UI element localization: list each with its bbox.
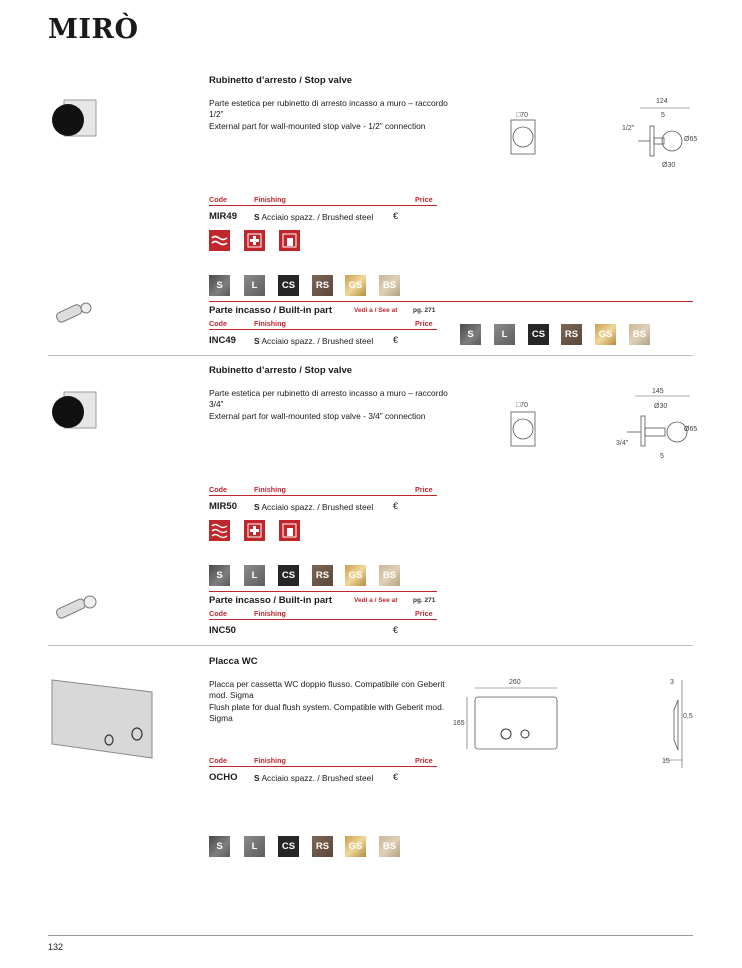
builtin-code: INC50 <box>209 625 236 636</box>
dim-conn: 3/4” <box>616 440 629 447</box>
product-code: OCHO <box>209 772 238 783</box>
swatch-L[interactable]: L <box>244 836 265 857</box>
see-at-link[interactable]: Vedi a / See at <box>354 307 398 314</box>
dim-conn: 1/2” <box>622 125 635 132</box>
water-flow-icon <box>209 520 230 541</box>
finish-code: S <box>254 773 260 783</box>
single-unit-icon <box>279 520 300 541</box>
dim-depth: 15 <box>662 758 670 765</box>
dim-base: Ø30 <box>654 403 668 410</box>
front-drawing <box>505 400 555 452</box>
section-title: Rubinetto d’arresto / Stop valve <box>209 75 353 86</box>
section-title: Placca WC <box>209 656 258 667</box>
builtin-title: Parte incasso / Built-in part <box>209 305 332 316</box>
swatch-S[interactable]: S <box>209 275 230 296</box>
swiss-cross-icon <box>244 230 265 251</box>
swatch-GS[interactable]: GS <box>595 324 616 345</box>
dim-front: □70 <box>516 402 529 409</box>
finish-name: Acciaio spazz. / Brushed steel <box>261 212 374 222</box>
finish-row <box>254 212 373 222</box>
finish-name: Acciaio spazz. / Brushed steel <box>261 773 374 783</box>
dim-diam: Ø65 <box>684 136 698 143</box>
finishing-header: Finishing <box>254 756 286 765</box>
dim-height: 165 <box>453 720 465 727</box>
code-header: Code <box>209 319 227 328</box>
product-code: MIR50 <box>209 501 237 512</box>
price-header: Price <box>415 195 433 204</box>
product-image-stop-valve-2 <box>50 388 100 434</box>
swatch-RS[interactable]: RS <box>312 836 333 857</box>
price-euro: € <box>393 501 399 511</box>
finish-row <box>254 773 373 783</box>
code-header: Code <box>209 609 227 618</box>
finish-row <box>254 336 373 346</box>
section-title: Rubinetto d’arresto / Stop valve <box>209 365 353 376</box>
description-it: Placca per cassetta WC doppio flusso. Compatibile con Geberit mod. Sigma <box>209 679 445 700</box>
swatch-RS[interactable]: RS <box>312 565 333 586</box>
brand-title: MIRÒ <box>48 14 139 45</box>
builtin-title: Parte incasso / Built-in part <box>209 595 332 606</box>
swatch-BS[interactable]: BS <box>379 275 400 296</box>
dim-depth: 5 <box>661 112 665 119</box>
finishing-header: Finishing <box>254 195 286 204</box>
finish-name: Acciaio spazz. / Brushed steel <box>261 502 374 512</box>
description-en: Flush plate for dual flush system. Compatible with Geberit mod. Sigma <box>209 702 445 723</box>
dim-width: 260 <box>509 679 521 686</box>
description-it: Parte estetica per rubinetto di arresto incasso a muro – raccordo 1/2” <box>209 98 448 119</box>
product-code: MIR49 <box>209 211 237 222</box>
swatch-RS[interactable]: RS <box>561 324 582 345</box>
swatch-BS[interactable]: BS <box>379 836 400 857</box>
description-en: External part for wall-mounted stop valve - 3/4” connection <box>209 411 426 421</box>
code-header: Code <box>209 756 227 765</box>
price-header: Price <box>415 485 433 494</box>
swatch-CS[interactable]: CS <box>278 836 299 857</box>
see-at-link[interactable]: Vedi a / See at <box>354 597 398 604</box>
page-ref: pg. 271 <box>413 307 436 314</box>
price-header: Price <box>415 319 433 328</box>
plate-side-drawing <box>660 680 700 770</box>
price-euro: € <box>393 772 399 782</box>
finish-code: S <box>254 212 260 222</box>
swiss-cross-icon <box>244 520 265 541</box>
dim-total: 145 <box>652 388 664 395</box>
price-header: Price <box>415 609 433 618</box>
front-drawing <box>505 108 555 160</box>
finish-code: S <box>254 336 260 346</box>
swatch-BS[interactable]: BS <box>629 324 650 345</box>
dim-diam: Ø65 <box>684 426 698 433</box>
finishing-header: Finishing <box>254 609 286 618</box>
swatch-S[interactable]: S <box>209 565 230 586</box>
dim-base: Ø30 <box>662 162 676 169</box>
dim-thick: 3 <box>670 679 674 686</box>
swatch-S[interactable]: S <box>209 836 230 857</box>
price-euro: € <box>393 625 399 635</box>
swatch-CS[interactable]: CS <box>528 324 549 345</box>
swatch-GS[interactable]: GS <box>345 275 366 296</box>
dim-proj: 0,5 <box>683 713 693 720</box>
price-header: Price <box>415 756 433 765</box>
builtin-image-1 <box>50 298 95 330</box>
builtin-image-2 <box>50 592 100 626</box>
code-header: Code <box>209 485 227 494</box>
finishing-header: Finishing <box>254 319 286 328</box>
swatch-GS[interactable]: GS <box>345 836 366 857</box>
finish-row <box>254 502 373 512</box>
swatch-BS[interactable]: BS <box>379 565 400 586</box>
finish-code: S <box>254 502 260 512</box>
product-image-stop-valve-1 <box>50 96 100 142</box>
price-euro: € <box>393 335 399 345</box>
dim-front: □70 <box>516 112 529 119</box>
description-it: Parte estetica per rubinetto di arresto incasso a muro – raccordo 3/4” <box>209 388 448 409</box>
description-en: External part for wall-mounted stop valve - 1/2” connection <box>209 121 426 131</box>
finish-name: Acciaio spazz. / Brushed steel <box>261 336 374 346</box>
swatch-S[interactable]: S <box>460 324 481 345</box>
code-header: Code <box>209 195 227 204</box>
swatch-GS[interactable]: GS <box>345 565 366 586</box>
swatch-RS[interactable]: RS <box>312 275 333 296</box>
product-image-flush-plate <box>50 678 155 760</box>
swatch-L[interactable]: L <box>494 324 515 345</box>
price-euro: € <box>393 211 399 221</box>
plate-front-drawing <box>455 680 575 760</box>
page-number: 132 <box>48 942 64 952</box>
finishing-header: Finishing <box>254 485 286 494</box>
swatch-L[interactable]: L <box>244 565 265 586</box>
swatch-L[interactable]: L <box>244 275 265 296</box>
water-flow-icon <box>209 230 230 251</box>
swatch-CS[interactable]: CS <box>278 275 299 296</box>
dim-depth: 5 <box>660 453 664 460</box>
dim-total: 124 <box>656 98 668 105</box>
single-unit-icon <box>279 230 300 251</box>
builtin-code: INC49 <box>209 335 236 346</box>
swatch-CS[interactable]: CS <box>278 565 299 586</box>
page-ref: pg. 271 <box>413 597 436 604</box>
